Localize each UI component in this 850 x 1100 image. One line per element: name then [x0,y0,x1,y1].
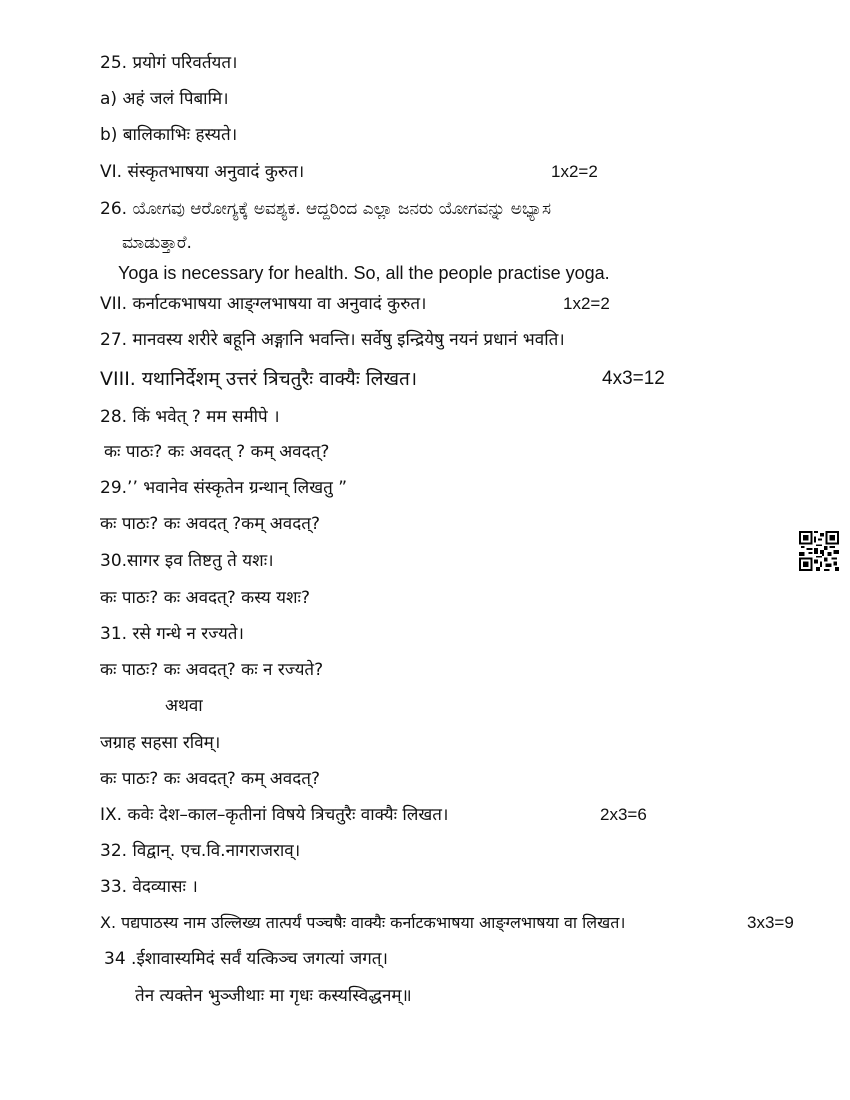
q30-text: 30.सागर इव तिष्टतु ते यशः। [100,551,274,571]
section-ix-heading: IX. कवेः देश–काल–कृतीनां विषये त्रिचतुरैः वाक्यैः लिखत। [100,805,449,825]
q31-questions: कः पाठः? कः अवदत्? कः न रज्यते? [100,660,324,680]
q28-questions: कः पाठः? कः अवदत् ? कम् अवदत्? [104,442,330,462]
q32-text: 32. विद्वान्. एच.वि.नागराजराव्। [100,841,301,861]
q26-kannada-line2: ಮಾಡುತ್ತಾರೆ. [122,233,192,253]
q31-alt-text: जग्राह सहसा रविम्। [100,733,221,753]
q31-alt-questions: कः पाठः? कः अवदत्? कम् अवदत्? [100,769,320,789]
section-vii-marks: 1x2=2 [563,294,610,313]
q31-text: 31. रसे गन्धे न रज्यते। [100,624,244,644]
q29-text: 29.’’ भवानेव संस्कृतेन ग्रन्थान् लिखतु ” [100,478,348,498]
q25-part-b: b) बालिकाभिः हस्यते। [100,125,238,145]
section-viii-heading: VIII. यथानिर्देशम् उत्तरं त्रिचतुरैः वाक्यैः लिखत। [100,368,418,390]
q25-heading: 25. प्रयोगं परिवर्तयत। [100,53,238,73]
section-viii-marks: 4x3=12 [602,368,665,389]
q27-text: 27. मानवस्य शरीरे बहूनि अङ्गानि भवन्ति। सर्वेषु इन्द्रियेषु नयनं प्रधानं भवति। [100,330,565,350]
qr-code-icon [799,531,839,571]
athava-or: अथवा [165,696,203,716]
q34-line1: 34 .ईशावास्यमिदं सर्वं यत्किञ्च जगत्यां जगत्। [104,949,388,969]
q28-text: 28. किं भवेत् ? मम समीपे । [100,407,280,427]
q30-questions: कः पाठः? कः अवदत्? कस्य यशः? [100,588,310,608]
section-vii-heading: VII. कर्नाटकभाषया आङ्ग्लभाषया वा अनुवादं कुरुत। [100,294,427,314]
section-vi-marks: 1x2=2 [551,162,598,181]
section-x-marks: 3x3=9 [747,913,794,932]
section-ix-marks: 2x3=6 [600,805,647,824]
q33-text: 33. वेदव्यासः । [100,877,198,897]
q26-kannada-line1: 26. ಯೋಗವು ಆರೋಗ್ಯಕ್ಕೆ ಅವಶ್ಯಕ. ಆದ್ದರಿಂದ ಎಲ್ಲಾ ಜನರು ಯೋಗವನ್ನು ಅಭ್ಯಾಸ [100,199,551,219]
q29-questions: कः पाठः? कः अवदत् ?कम् अवदत्? [100,514,320,534]
q25-part-a: a) अहं जलं पिबामि। [100,89,229,109]
section-vi-heading: VI. संस्कृतभाषया अनुवादं कुरुत। [100,162,305,182]
q34-line2: तेन त्यक्तेन भुञ्जीथाः मा गृधः कस्यस्विद्धनम्॥ [135,986,412,1006]
section-x-heading: X. पद्यपाठस्य नाम उल्लिख्य तात्पर्यं पञ्चषैः वाक्यैः कर्नाटकभाषया आङ्ग्लभाषया वा लिखत। [100,913,626,932]
q26-english: Yoga is necessary for health. So, all the people practise yoga. [118,263,610,283]
